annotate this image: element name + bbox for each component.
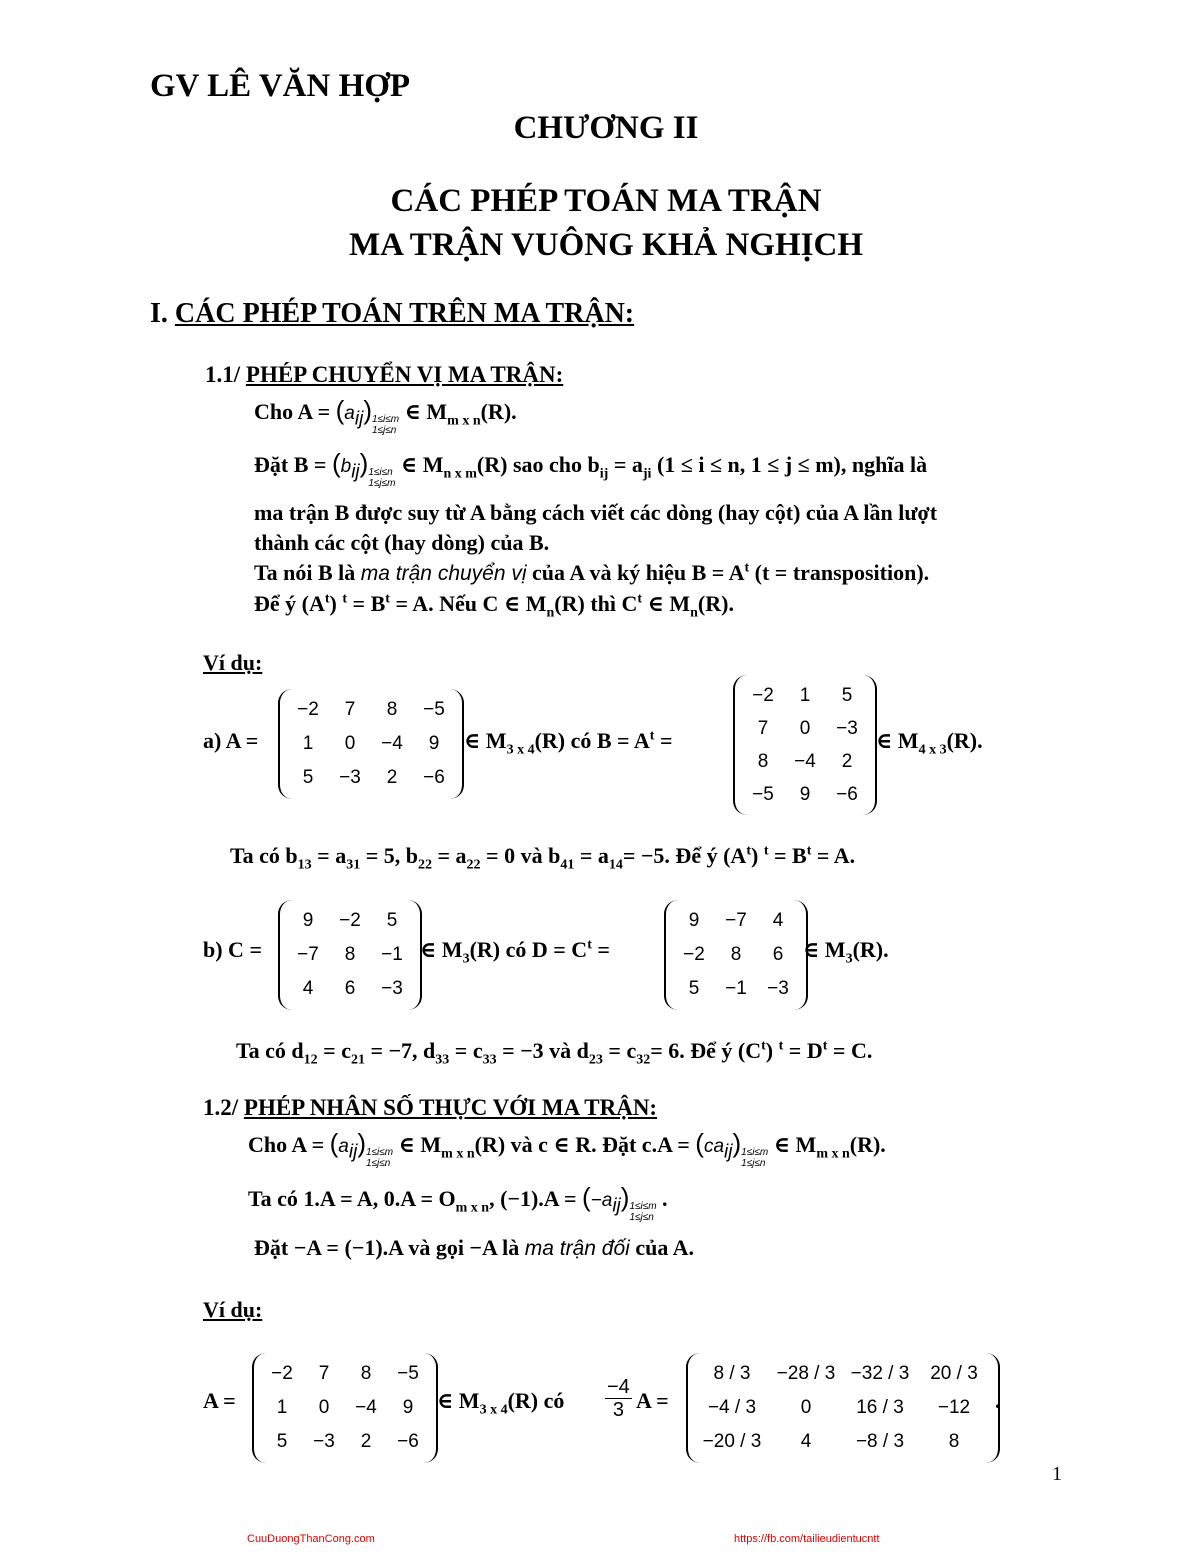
page-number: 1 [1052,1463,1062,1485]
text: ij [354,408,364,430]
text: t [637,591,643,607]
text: m x n [447,413,481,429]
matrix-cell: 0 [318,1397,330,1418]
text: n [546,605,555,621]
text: −a [590,1190,613,1211]
text: 23 [588,1052,603,1068]
text: (R) có D = C [469,937,588,962]
text: ∈ M [464,728,507,753]
text: 3 x 4 [479,1402,508,1418]
matrix-cell: −1 [725,978,747,999]
section-heading [150,298,634,330]
matrix-cell: 1 [799,685,811,706]
text: (R) có [507,1388,565,1413]
example-a-middle [464,728,672,758]
text: t [778,1038,784,1054]
text: t [649,728,655,744]
matrix-cell: 0 [344,733,356,754]
matrix-cell: −2 [297,699,319,720]
index-range [368,467,395,489]
example-b-prefix: b) C = [203,937,262,962]
matrix-cell: 4 [772,910,784,931]
text: ) [765,1038,779,1063]
text: Ta có b [230,843,298,868]
text: t [746,843,751,859]
matrix-cell: 5 [386,910,398,931]
text: n x m [443,466,477,482]
title-line-2: MA TRẬN VUÔNG KHẢ NGHỊCH [349,227,863,263]
text: = B [768,843,807,868]
matrix-cell: 1 [276,1397,288,1418]
text: ca [703,1136,725,1157]
matrix-cell: 0 [800,1397,812,1418]
text: = B [347,591,386,616]
matrix-cell: −3 [767,978,789,999]
matrix-cell: −7 [297,944,319,965]
matrix-C [278,900,422,1010]
text: 1≤i≤m [372,414,400,425]
text: ∈ M [437,1388,480,1413]
text: 32 [636,1052,651,1068]
matrix-cell: 2 [360,1431,372,1452]
text: a [344,403,355,424]
text: 1≤j≤n [741,1158,766,1169]
text: ∈ M [642,591,691,616]
matrix-cell: 7 [757,718,769,739]
text: = a [311,843,347,868]
section-number: I. [150,298,168,329]
text: = A. Nếu C ∈ M [389,591,547,616]
matrix-cell: 9 [302,910,314,931]
section-title: CÁC PHÉP TOÁN TRÊN MA TRẬN: [174,298,635,329]
footer-right-link[interactable]: https://fb.com/tailieudientucntt [734,1533,880,1545]
matrix-cell: −32 / 3 [850,1363,910,1384]
text: Cho A = [254,399,336,424]
text: 31 [346,857,361,873]
text: ∈ M [803,937,846,962]
matrix-cell: −6 [836,784,858,805]
text: (1 ≤ i ≤ n, 1 ≤ j ≤ m), nghĩa là [651,452,928,477]
example-c-middle [437,1388,564,1418]
matrix-cell: 20 / 3 [930,1363,978,1384]
matrix-cell: 16 / 3 [856,1397,904,1418]
text: = −5. Để ý (A [622,843,747,868]
matrix-cell: −2 [683,944,705,965]
text: của A. [629,1235,695,1260]
example-a-note [230,843,855,873]
matrix-A [278,689,464,799]
matrix-cell: 4 [800,1431,812,1452]
text: ij [351,461,360,483]
subsection-number: 1.1/ [205,362,241,387]
example-b-middle [420,937,610,967]
scalar-line-2: Ta có 1.A = A, $0.A = O_{m x n}$, $(-1).A = (-a_{ij})$ 1≤i≤m 1≤j≤n . [248,1182,668,1223]
matrix-cell: 2 [386,767,398,788]
matrix-cell: 7 [344,699,356,720]
author-name: GV LÊ VĂN HỢP [150,68,411,104]
matrix-cell: −28 / 3 [776,1363,836,1384]
text: ij [612,1195,621,1217]
matrix-cell: −5 [397,1363,419,1384]
text: = [591,937,610,962]
index-range [372,414,399,436]
matrix-cell: −8 / 3 [855,1431,905,1452]
text: 1≤j≤n [366,1158,391,1169]
matrix-result [686,1353,1000,1463]
text: (R) thì C [554,591,638,616]
example-c-eq: A = [636,1388,669,1413]
text: 13 [297,857,312,873]
example-b-end [803,937,889,967]
text: = 0 và b [480,843,561,868]
example-a-end [876,728,983,758]
matrix-cell: −5 [752,784,774,805]
matrix-D [664,900,808,1010]
matrix-cell: 1 [302,733,314,754]
subsection-1-1-heading [205,362,563,388]
text: (R). [852,937,889,962]
text: t [806,843,812,859]
fraction-denominator: 3 [612,1399,624,1421]
scalar-line-3 [254,1235,694,1261]
matrix-cell: 5 [841,685,853,706]
definition-line-4: thành các cột (hay dòng) của B. [254,530,550,555]
text: (R). [480,399,517,424]
text: ∈ M [399,399,448,424]
matrix-cell: −1 [381,944,403,965]
text: 14 [608,857,623,873]
text: = a [574,843,609,868]
matrix-cell: 9 [428,733,440,754]
text: = C. [827,1038,873,1063]
text: t [744,560,750,576]
matrix-cell: 9 [402,1397,414,1418]
text: = 5, b [360,843,418,868]
matrix-cell: 8 [360,1363,372,1384]
text: 4 x 3 [918,742,947,758]
matrix-cell: −4 [794,751,816,772]
matrix-cell: −4 / 3 [707,1397,757,1418]
matrix-cell: 0 [799,718,811,739]
matrix-cell: −3 [339,767,361,788]
matrix-cell: 7 [318,1363,330,1384]
text: . [656,1186,668,1211]
text: 12 [303,1052,318,1068]
matrix-B [733,675,877,815]
text: (R). [946,728,983,753]
text: 1≤j≤n [629,1212,654,1223]
text: = −3 và d [496,1038,589,1063]
example-c-end: . [995,1388,1001,1413]
text: t [324,591,330,607]
matrix-cell: −7 [725,910,747,931]
chapter-heading: CHƯƠNG II [513,110,699,146]
matrix-cell: 4 [302,978,314,999]
text: 1≤j≤m [368,478,396,489]
text: ∈ M [393,1132,442,1157]
matrix-cell: 8 [344,944,356,965]
text: t [763,843,769,859]
text: , (−1).A = [489,1186,582,1211]
text: 22 [417,857,432,873]
text: Ta nói B là [254,560,361,585]
text: t [822,1038,828,1054]
matrix-cell: −5 [423,699,445,720]
text: = A. [811,843,856,868]
text: 3 [845,951,853,967]
text: 3 [462,951,470,967]
text: ij [724,1141,733,1163]
text: = c [449,1038,483,1063]
matrix-cell: −2 [752,685,774,706]
matrix-cell: −6 [423,767,445,788]
matrix-cell: 5 [276,1431,288,1452]
text: ji [642,466,652,482]
example-b-note [236,1038,872,1068]
text: a [338,1136,349,1157]
text: 1≤i≤n [368,467,393,478]
text: m x n [455,1200,490,1216]
matrix-cell: 6 [344,978,356,999]
text: (R). [849,1132,886,1157]
text: = c [317,1038,351,1063]
matrix-cell: 8 [948,1431,960,1452]
index-range [629,1201,656,1223]
scalar-line-1: Cho $A = (a_{ij})$ 1≤i≤m 1≤j≤n ∈ $M_{m x n}(R)$ và c ∈ R. Đặt $c.A = (ca_{ij})$ 1≤i≤m 1≤j≤n ∈ $M_{m x n}(R)$. [248,1128,886,1169]
matrix-cell: 8 / 3 [713,1363,751,1384]
text: 41 [560,857,575,873]
text: (R) có B = A [534,728,650,753]
matrix-cell: −4 [355,1397,377,1418]
text: 1≤i≤m [366,1147,394,1158]
text: 1≤i≤m [741,1147,769,1158]
example-a-prefix: a) A = [203,728,259,753]
text: t [385,591,390,607]
subsection-title: PHÉP CHUYỂN VỊ MA TRẬN: [245,362,564,387]
matrix-cell: 8 [757,751,769,772]
text: 33 [482,1052,497,1068]
subsection-1-2-heading [203,1095,657,1121]
matrix-cell: −2 [271,1363,293,1384]
matrix-cell: −3 [381,978,403,999]
title-line-1: CÁC PHÉP TOÁN MA TRẬN [390,183,822,219]
text: Để ý (A [254,591,325,616]
example-label-2: Ví dụ: [203,1297,263,1322]
text: 22 [466,857,481,873]
matrix-cell: 5 [302,767,314,788]
text: b [340,456,352,477]
text: t [342,591,348,607]
text: = 6. Để ý (C [650,1038,762,1063]
text: ∈ M [420,937,463,962]
text: (R) sao cho b [476,452,600,477]
text: ) [750,843,764,868]
text: 1≤j≤n [372,425,397,436]
matrix-cell: 5 [688,978,700,999]
text: = D [783,1038,823,1063]
subsection-title: PHÉP NHÂN SỐ THỰC VỚI MA TRẬN: [243,1095,658,1120]
text: (R) và c ∈ R. Đặt c.A = [474,1132,696,1157]
term-italic: ma trận chuyển vị [360,562,527,585]
text: ∈ M [395,452,444,477]
text: của A và ký hiệu B = A [526,560,745,585]
fraction [605,1376,632,1421]
text: 21 [350,1052,365,1068]
definition-line-6 [254,591,734,621]
text: Ta có d [236,1038,304,1063]
definition-line-1: Cho $A = (a_{ij})$ 1≤i≤m 1≤j≤n ∈ $M_{m x n}(R)$. [254,395,517,436]
index-range [366,1147,393,1169]
example-label-1: Ví dụ: [203,650,263,675]
text: m x n [441,1146,475,1162]
matrix-cell: 9 [799,784,811,805]
text: = c [602,1038,637,1063]
text: ∈ M [768,1132,817,1157]
text: t [587,937,592,953]
matrix-cell: −2 [339,910,361,931]
text: ij [348,1141,358,1163]
matrix-A-repeat [252,1353,438,1463]
matrix-cell: 6 [772,944,784,965]
definition-line-3: ma trận B được suy từ A bằng cách viết các dòng (hay cột) của A lần lượt [254,500,938,525]
subsection-number: 1.2/ [203,1095,239,1120]
matrix-cell: 2 [841,751,853,772]
fraction-numerator: −4 [607,1376,630,1398]
text: (t = transposition). [749,560,930,585]
matrix-cell: −4 [381,733,403,754]
text: 33 [435,1052,450,1068]
index-range [741,1147,768,1169]
matrix-cell: −20 / 3 [702,1431,762,1452]
example-c-prefix: A = [203,1388,236,1413]
text: 3 x 4 [506,742,535,758]
text: (R). [697,591,734,616]
definition-line-5 [254,560,929,586]
matrix-cell: 8 [386,699,398,720]
term-italic: ma trận đối [524,1237,630,1260]
text: ∈ M [876,728,919,753]
matrix-cell: 8 [730,944,742,965]
text: Đặt −A = (−1).A và gọi −A là [254,1235,525,1260]
text: = a [608,452,643,477]
text: ) [329,591,343,616]
text: m x n [816,1146,850,1162]
matrix-cell: 9 [688,910,700,931]
text: = a [431,843,467,868]
text: = −7, d [364,1038,436,1063]
matrix-cell: −12 [937,1397,971,1418]
footer-left-link[interactable]: CuuDuongThanCong.com [247,1533,375,1545]
matrix-cell: −3 [313,1431,335,1452]
text: Đặt B = [254,452,332,477]
text: n [690,605,698,621]
text: = [654,728,673,753]
text: 1≤i≤m [629,1201,657,1212]
text: t [761,1038,766,1054]
text: Cho A = [248,1132,330,1157]
matrix-cell: −6 [397,1431,419,1452]
text: Ta có 1.A = A, 0.A = O [248,1186,456,1211]
text: ij [599,466,609,482]
matrix-cell: −3 [836,718,858,739]
definition-line-2: Đặt $B = (b_{ij})$ 1≤i≤n 1≤j≤m ∈ $M_{n x m}(R)$ sao cho $b_{ij} = a_{ji}$ (1 ≤ i ≤ n, 1 ≤ j ≤ m), nghĩa là [254,448,928,489]
